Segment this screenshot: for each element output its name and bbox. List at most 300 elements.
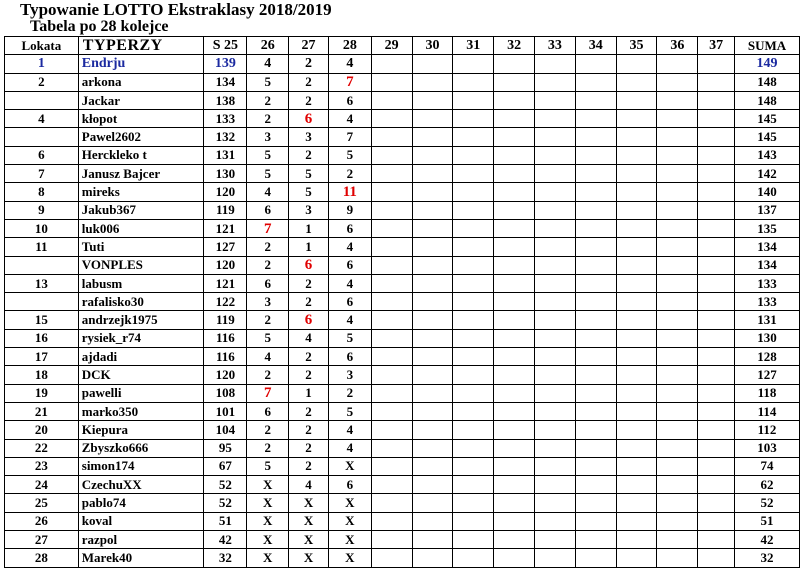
s25-cell: 119 [204, 201, 247, 219]
header-round: 26 [247, 37, 289, 55]
sum-cell: 145 [735, 128, 800, 146]
round-27-cell: 6 [289, 256, 329, 274]
round-28-cell: 6 [328, 256, 371, 274]
round-27-cell: 2 [289, 348, 329, 366]
empty-round-cell [371, 421, 412, 439]
player-name: arkona [78, 73, 204, 91]
empty-round-cell [698, 238, 735, 256]
empty-round-cell [575, 55, 616, 73]
empty-round-cell [657, 91, 698, 109]
empty-round-cell [657, 73, 698, 91]
empty-round-cell [575, 73, 616, 91]
round-26-cell: X [247, 531, 289, 549]
empty-round-cell [535, 256, 576, 274]
empty-round-cell [412, 384, 453, 402]
empty-round-cell [453, 201, 494, 219]
empty-round-cell [535, 238, 576, 256]
sum-cell: 149 [735, 55, 800, 73]
empty-round-cell [698, 274, 735, 292]
rank-cell: 22 [5, 439, 79, 457]
empty-round-cell [657, 274, 698, 292]
round-28-cell: X [328, 549, 371, 567]
s25-cell: 127 [204, 238, 247, 256]
empty-round-cell [371, 165, 412, 183]
round-27-cell: 6 [289, 311, 329, 329]
table-row [5, 201, 800, 219]
header-sum: SUMA [735, 37, 800, 55]
round-27-cell: 6 [289, 110, 329, 128]
table-row [5, 384, 800, 402]
empty-round-cell [616, 55, 657, 73]
empty-round-cell [535, 439, 576, 457]
empty-round-cell [494, 256, 535, 274]
s25-cell: 67 [204, 457, 247, 475]
empty-round-cell [412, 348, 453, 366]
empty-round-cell [616, 165, 657, 183]
empty-round-cell [535, 512, 576, 530]
empty-round-cell [575, 366, 616, 384]
header-round: 34 [575, 37, 616, 55]
s25-cell: 122 [204, 293, 247, 311]
table-row [5, 439, 800, 457]
table-row [5, 55, 800, 73]
empty-round-cell [494, 238, 535, 256]
empty-round-cell [698, 402, 735, 420]
rank-cell: 10 [5, 219, 79, 237]
empty-round-cell [412, 91, 453, 109]
empty-round-cell [698, 146, 735, 164]
empty-round-cell [494, 165, 535, 183]
empty-round-cell [494, 421, 535, 439]
round-27-cell: 2 [289, 439, 329, 457]
rank-cell: 26 [5, 512, 79, 530]
header-round: 29 [371, 37, 412, 55]
sum-cell: 127 [735, 366, 800, 384]
empty-round-cell [616, 146, 657, 164]
empty-round-cell [698, 293, 735, 311]
empty-round-cell [575, 549, 616, 567]
header-round: 37 [698, 37, 735, 55]
round-27-cell: 5 [289, 165, 329, 183]
empty-round-cell [616, 366, 657, 384]
round-28-cell: 5 [328, 402, 371, 420]
empty-round-cell [575, 201, 616, 219]
empty-round-cell [698, 348, 735, 366]
round-28-cell: 4 [328, 55, 371, 73]
sum-cell: 134 [735, 238, 800, 256]
empty-round-cell [657, 201, 698, 219]
empty-round-cell [412, 531, 453, 549]
table-row [5, 494, 800, 512]
round-27-cell: 2 [289, 73, 329, 91]
empty-round-cell [535, 457, 576, 475]
rank-cell: 4 [5, 110, 79, 128]
empty-round-cell [371, 128, 412, 146]
empty-round-cell [494, 183, 535, 201]
rank-cell: 28 [5, 549, 79, 567]
empty-round-cell [698, 183, 735, 201]
round-27-cell: X [289, 494, 329, 512]
round-28-cell: 2 [328, 165, 371, 183]
player-name: Janusz Bajcer [78, 165, 204, 183]
empty-round-cell [657, 366, 698, 384]
round-27-cell: 4 [289, 329, 329, 347]
rank-cell: 18 [5, 366, 79, 384]
empty-round-cell [494, 366, 535, 384]
empty-round-cell [412, 329, 453, 347]
s25-cell: 119 [204, 311, 247, 329]
empty-round-cell [412, 183, 453, 201]
empty-round-cell [371, 329, 412, 347]
table-row [5, 274, 800, 292]
empty-round-cell [535, 219, 576, 237]
header-s25: S 25 [204, 37, 247, 55]
empty-round-cell [535, 549, 576, 567]
round-26-cell: 2 [247, 256, 289, 274]
empty-round-cell [412, 494, 453, 512]
player-name: luk006 [78, 219, 204, 237]
round-28-cell: 7 [328, 73, 371, 91]
empty-round-cell [371, 274, 412, 292]
round-28-cell: 7 [328, 128, 371, 146]
rank-cell: 16 [5, 329, 79, 347]
header-round: 35 [616, 37, 657, 55]
empty-round-cell [575, 402, 616, 420]
player-name: labusm [78, 274, 204, 292]
empty-round-cell [412, 256, 453, 274]
round-28-cell: X [328, 457, 371, 475]
empty-round-cell [657, 512, 698, 530]
empty-round-cell [698, 329, 735, 347]
table-row [5, 183, 800, 201]
player-name: Jakub367 [78, 201, 204, 219]
empty-round-cell [412, 238, 453, 256]
round-26-cell: X [247, 476, 289, 494]
empty-round-cell [616, 91, 657, 109]
round-26-cell: 7 [247, 219, 289, 237]
empty-round-cell [535, 128, 576, 146]
player-name: Marek40 [78, 549, 204, 567]
empty-round-cell [371, 439, 412, 457]
empty-round-cell [616, 348, 657, 366]
sum-cell: 130 [735, 329, 800, 347]
empty-round-cell [575, 494, 616, 512]
empty-round-cell [535, 146, 576, 164]
empty-round-cell [412, 293, 453, 311]
empty-round-cell [494, 128, 535, 146]
round-26-cell: 2 [247, 311, 289, 329]
round-26-cell: 2 [247, 421, 289, 439]
sum-cell: 140 [735, 183, 800, 201]
empty-round-cell [616, 73, 657, 91]
sum-cell: 148 [735, 73, 800, 91]
empty-round-cell [698, 256, 735, 274]
empty-round-cell [494, 384, 535, 402]
empty-round-cell [453, 293, 494, 311]
empty-round-cell [453, 439, 494, 457]
empty-round-cell [453, 457, 494, 475]
sum-cell: 112 [735, 421, 800, 439]
rank-cell: 6 [5, 146, 79, 164]
round-27-cell: 1 [289, 238, 329, 256]
empty-round-cell [535, 329, 576, 347]
s25-cell: 104 [204, 421, 247, 439]
empty-round-cell [657, 384, 698, 402]
round-28-cell: 4 [328, 311, 371, 329]
empty-round-cell [371, 366, 412, 384]
s25-cell: 130 [204, 165, 247, 183]
player-name: pablo74 [78, 494, 204, 512]
empty-round-cell [453, 366, 494, 384]
table-row [5, 238, 800, 256]
empty-round-cell [453, 384, 494, 402]
empty-round-cell [412, 201, 453, 219]
empty-round-cell [698, 531, 735, 549]
empty-round-cell [616, 439, 657, 457]
empty-round-cell [494, 274, 535, 292]
empty-round-cell [657, 549, 698, 567]
empty-round-cell [698, 512, 735, 530]
empty-round-cell [453, 402, 494, 420]
empty-round-cell [453, 476, 494, 494]
player-name: Tuti [78, 238, 204, 256]
empty-round-cell [453, 348, 494, 366]
empty-round-cell [657, 457, 698, 475]
empty-round-cell [412, 311, 453, 329]
round-28-cell: 4 [328, 238, 371, 256]
empty-round-cell [535, 476, 576, 494]
player-name: rysiek_r74 [78, 329, 204, 347]
table-row [5, 421, 800, 439]
s25-cell: 139 [204, 55, 247, 73]
sum-cell: 134 [735, 256, 800, 274]
empty-round-cell [698, 55, 735, 73]
empty-round-cell [494, 91, 535, 109]
player-name: Zbyszko666 [78, 439, 204, 457]
empty-round-cell [698, 549, 735, 567]
table-row [5, 476, 800, 494]
sum-cell: 133 [735, 293, 800, 311]
empty-round-cell [412, 110, 453, 128]
empty-round-cell [616, 293, 657, 311]
sum-cell: 131 [735, 311, 800, 329]
s25-cell: 95 [204, 439, 247, 457]
s25-cell: 42 [204, 531, 247, 549]
empty-round-cell [453, 165, 494, 183]
sum-cell: 42 [735, 531, 800, 549]
empty-round-cell [412, 366, 453, 384]
empty-round-cell [371, 201, 412, 219]
table-row [5, 512, 800, 530]
empty-round-cell [575, 348, 616, 366]
empty-round-cell [698, 421, 735, 439]
round-28-cell: 2 [328, 384, 371, 402]
s25-cell: 121 [204, 219, 247, 237]
sum-cell: 145 [735, 110, 800, 128]
s25-cell: 120 [204, 256, 247, 274]
empty-round-cell [535, 421, 576, 439]
empty-round-cell [575, 183, 616, 201]
empty-round-cell [698, 494, 735, 512]
empty-round-cell [657, 146, 698, 164]
empty-round-cell [535, 384, 576, 402]
empty-round-cell [657, 402, 698, 420]
round-28-cell: 6 [328, 293, 371, 311]
player-name: Kiepura [78, 421, 204, 439]
round-27-cell: X [289, 512, 329, 530]
player-name: marko350 [78, 402, 204, 420]
empty-round-cell [535, 110, 576, 128]
rank-cell [5, 128, 79, 146]
empty-round-cell [698, 311, 735, 329]
empty-round-cell [371, 402, 412, 420]
empty-round-cell [494, 329, 535, 347]
empty-round-cell [494, 146, 535, 164]
standings-table [4, 36, 800, 568]
header-round: 27 [289, 37, 329, 55]
empty-round-cell [657, 329, 698, 347]
round-26-cell: 2 [247, 110, 289, 128]
empty-round-cell [575, 110, 616, 128]
empty-round-cell [575, 91, 616, 109]
empty-round-cell [371, 91, 412, 109]
empty-round-cell [657, 421, 698, 439]
empty-round-cell [494, 512, 535, 530]
s25-cell: 116 [204, 329, 247, 347]
empty-round-cell [616, 384, 657, 402]
empty-round-cell [412, 219, 453, 237]
empty-round-cell [698, 384, 735, 402]
round-26-cell: 6 [247, 274, 289, 292]
empty-round-cell [657, 439, 698, 457]
empty-round-cell [698, 73, 735, 91]
empty-round-cell [371, 512, 412, 530]
empty-round-cell [453, 494, 494, 512]
rank-cell: 9 [5, 201, 79, 219]
empty-round-cell [494, 110, 535, 128]
round-28-cell: 6 [328, 219, 371, 237]
empty-round-cell [616, 512, 657, 530]
empty-round-cell [453, 329, 494, 347]
table-row [5, 311, 800, 329]
empty-round-cell [412, 457, 453, 475]
round-28-cell: 4 [328, 439, 371, 457]
empty-round-cell [616, 183, 657, 201]
empty-round-cell [575, 531, 616, 549]
player-name: DCK [78, 366, 204, 384]
rank-cell: 15 [5, 311, 79, 329]
rank-cell: 20 [5, 421, 79, 439]
empty-round-cell [371, 384, 412, 402]
round-27-cell: X [289, 549, 329, 567]
empty-round-cell [371, 146, 412, 164]
rank-cell: 13 [5, 274, 79, 292]
empty-round-cell [494, 439, 535, 457]
rank-cell [5, 293, 79, 311]
round-28-cell: X [328, 494, 371, 512]
sum-cell: 118 [735, 384, 800, 402]
empty-round-cell [494, 55, 535, 73]
round-26-cell: 5 [247, 73, 289, 91]
empty-round-cell [616, 549, 657, 567]
empty-round-cell [535, 165, 576, 183]
empty-round-cell [657, 110, 698, 128]
empty-round-cell [616, 494, 657, 512]
empty-round-cell [412, 55, 453, 73]
empty-round-cell [657, 348, 698, 366]
round-27-cell: X [289, 531, 329, 549]
empty-round-cell [575, 293, 616, 311]
round-26-cell: 2 [247, 91, 289, 109]
round-26-cell: 5 [247, 329, 289, 347]
s25-cell: 101 [204, 402, 247, 420]
round-27-cell: 2 [289, 457, 329, 475]
player-name: pawelli [78, 384, 204, 402]
round-27-cell: 1 [289, 384, 329, 402]
round-28-cell: 6 [328, 348, 371, 366]
header-rank: Lokata [5, 37, 79, 55]
empty-round-cell [535, 91, 576, 109]
empty-round-cell [535, 55, 576, 73]
player-name: andrzejk1975 [78, 311, 204, 329]
empty-round-cell [371, 238, 412, 256]
empty-round-cell [616, 238, 657, 256]
empty-round-cell [371, 73, 412, 91]
empty-round-cell [371, 183, 412, 201]
round-28-cell: 4 [328, 110, 371, 128]
empty-round-cell [616, 457, 657, 475]
header-round: 32 [494, 37, 535, 55]
round-26-cell: 3 [247, 293, 289, 311]
empty-round-cell [494, 531, 535, 549]
table-row [5, 256, 800, 274]
empty-round-cell [371, 457, 412, 475]
empty-round-cell [494, 402, 535, 420]
empty-round-cell [698, 165, 735, 183]
empty-round-cell [698, 457, 735, 475]
sum-cell: 52 [735, 494, 800, 512]
empty-round-cell [616, 476, 657, 494]
sum-cell: 143 [735, 146, 800, 164]
empty-round-cell [575, 512, 616, 530]
empty-round-cell [535, 311, 576, 329]
header-round: 30 [412, 37, 453, 55]
empty-round-cell [698, 219, 735, 237]
sum-cell: 128 [735, 348, 800, 366]
s25-cell: 134 [204, 73, 247, 91]
s25-cell: 51 [204, 512, 247, 530]
player-name: Endrju [78, 55, 204, 73]
player-name: VONPLES [78, 256, 204, 274]
empty-round-cell [575, 146, 616, 164]
empty-round-cell [657, 311, 698, 329]
header-round: 36 [657, 37, 698, 55]
empty-round-cell [575, 128, 616, 146]
table-row [5, 165, 800, 183]
round-27-cell: 2 [289, 146, 329, 164]
player-name: koval [78, 512, 204, 530]
round-27-cell: 2 [289, 402, 329, 420]
empty-round-cell [698, 366, 735, 384]
round-26-cell: 2 [247, 439, 289, 457]
empty-round-cell [616, 274, 657, 292]
round-27-cell: 2 [289, 421, 329, 439]
empty-round-cell [657, 183, 698, 201]
empty-round-cell [412, 421, 453, 439]
s25-cell: 120 [204, 366, 247, 384]
empty-round-cell [535, 201, 576, 219]
round-26-cell: 6 [247, 402, 289, 420]
